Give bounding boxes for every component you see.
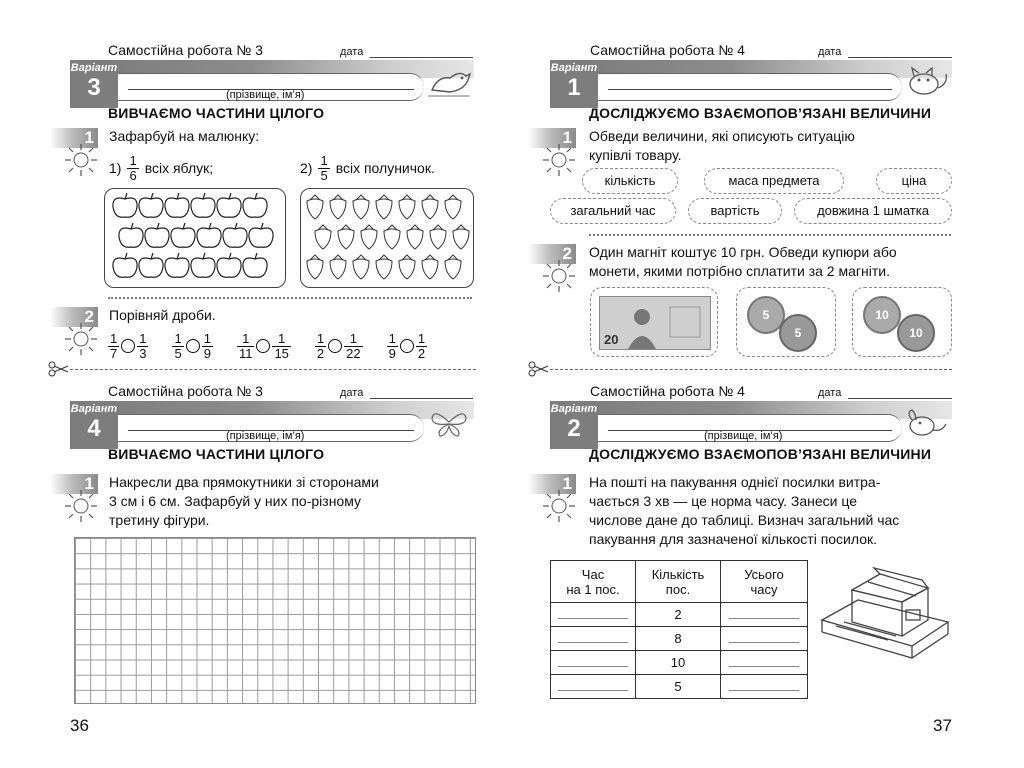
apples-drawing[interactable] <box>105 189 285 287</box>
task-text-line: пакування для зазначеної кількості посилок. <box>589 531 878 547</box>
table-row <box>551 627 808 651</box>
fraction <box>172 332 183 361</box>
header-parcel-count <box>636 561 721 603</box>
sun-icon <box>63 488 99 524</box>
fraction-comparisons <box>108 329 478 363</box>
apple-icon[interactable] <box>119 223 143 247</box>
table-header-row <box>551 561 808 603</box>
task-text: Порівняй дроби. <box>109 307 216 323</box>
numerator: 1 <box>110 330 118 346</box>
banknote-value: 20 <box>604 332 619 347</box>
header-line: Час <box>581 566 605 582</box>
variant-number: 3 <box>87 74 101 101</box>
strawberry-icon[interactable] <box>353 255 369 279</box>
name-field[interactable] <box>608 89 892 90</box>
header-time-per-parcel <box>551 561 636 603</box>
quantity-pill-6[interactable]: довжина 1 шматка <box>794 198 952 224</box>
task-item-apples <box>109 150 213 186</box>
strawberry-icon[interactable] <box>353 195 369 219</box>
fraction <box>318 154 329 183</box>
strawberries-box <box>300 188 474 288</box>
denominator: 11 <box>238 345 253 361</box>
coin-10: 10 <box>863 296 901 334</box>
task-text-line: На пошті на пакування однієї посилки витра- <box>589 474 881 490</box>
task-number: 2 <box>562 244 572 263</box>
variant-label: Варіант <box>70 62 118 74</box>
denominator: 7 <box>110 345 118 361</box>
comparison-pair <box>108 332 148 361</box>
strawberry-icon[interactable] <box>338 225 354 249</box>
task-text-line: монети, якими потрібно сплатити за 2 магніти. <box>589 263 890 279</box>
topic-title: ВИВЧАЄМО ЧАСТИНИ ЦІЛОГО <box>108 105 325 121</box>
page-number: 37 <box>933 716 952 735</box>
date-field[interactable] <box>848 398 952 399</box>
date-field[interactable] <box>370 57 473 58</box>
strawberry-icon[interactable] <box>453 225 469 249</box>
apple-icon[interactable] <box>243 193 267 217</box>
strawberry-icon[interactable] <box>307 255 323 279</box>
task-text-line: купівлі товару. <box>589 147 682 163</box>
compare-circle[interactable] <box>121 339 135 353</box>
date-field[interactable] <box>848 57 952 58</box>
strawberry-icon[interactable] <box>376 195 392 219</box>
apples-box <box>104 188 286 288</box>
denominator: 5 <box>320 167 328 183</box>
fraction <box>344 332 362 361</box>
fraction <box>237 332 255 361</box>
task-text: Зафарбуй на малюнку: <box>109 128 260 144</box>
coin-5: 5 <box>779 314 817 352</box>
task-text-line: Накресли два прямокутники зі сторонами <box>109 474 379 490</box>
denominator: 6 <box>129 167 137 183</box>
denominator: 9 <box>203 345 211 361</box>
apple-icon[interactable] <box>113 193 137 217</box>
variant-number: 1 <box>567 74 581 101</box>
date-label: дата <box>340 387 364 399</box>
name-caption: (прізвище, ім’я) <box>226 89 305 101</box>
variant-badge <box>70 401 118 449</box>
task-item-strawberries <box>300 150 435 186</box>
cut-line <box>550 369 952 370</box>
denominator: 2 <box>417 345 426 361</box>
date-label: дата <box>818 387 842 399</box>
apple-icon[interactable] <box>197 223 221 247</box>
fraction <box>137 332 148 361</box>
strawberry-icon[interactable] <box>399 195 415 219</box>
strawberry-icon[interactable] <box>330 255 346 279</box>
comparison-pair <box>237 332 291 361</box>
quantity-pill-3[interactable]: ціна <box>876 168 952 194</box>
date-label: дата <box>818 46 842 58</box>
numerator: 1 <box>344 332 362 347</box>
strawberry-icon[interactable] <box>307 195 323 219</box>
time-cell[interactable] <box>551 675 636 699</box>
task-text-line: Один магніт коштує 10 грн. Обведи купюри або <box>589 244 897 260</box>
variant-badge <box>550 60 598 108</box>
quantity-pill-2[interactable]: маса предмета <box>704 168 844 194</box>
count-cell: 5 <box>636 675 721 699</box>
sun-icon <box>541 258 577 294</box>
header-line: пос. <box>665 581 691 597</box>
header-total-time <box>721 561 808 603</box>
total-cell[interactable] <box>721 675 808 699</box>
compare-circle[interactable] <box>256 339 270 353</box>
scissors-icon <box>528 361 550 377</box>
name-box <box>598 73 902 101</box>
count-cell: 8 <box>636 627 721 651</box>
total-cell[interactable] <box>721 603 808 627</box>
denominator: 5 <box>174 345 182 361</box>
work-title: Самостійна робота № 3 <box>108 42 263 58</box>
apple-icon[interactable] <box>223 223 247 247</box>
apple-icon[interactable] <box>165 253 189 277</box>
numerator: 1 <box>203 330 211 346</box>
apple-icon[interactable] <box>145 223 169 247</box>
task-text-line: третину фігури. <box>109 512 210 528</box>
apple-icon[interactable] <box>249 223 273 247</box>
apple-icon[interactable] <box>191 253 215 277</box>
comparison-pair <box>387 332 427 361</box>
compare-circle[interactable] <box>186 339 200 353</box>
numerator: 1 <box>316 330 325 346</box>
time-cell[interactable] <box>551 603 636 627</box>
table-row <box>551 603 808 627</box>
variant-badge <box>70 60 118 108</box>
task-number: 1 <box>84 474 94 493</box>
comparison-pair <box>315 332 363 361</box>
apple-icon[interactable] <box>139 253 163 277</box>
date-label: дата <box>340 46 364 58</box>
item-prefix: 2) <box>300 159 313 176</box>
quantity-pill-5[interactable]: вартість <box>688 198 782 224</box>
fraction <box>108 332 119 361</box>
grid-paper[interactable] <box>74 537 476 704</box>
name-caption: (прізвище, ім’я) <box>704 430 783 442</box>
apple-icon[interactable] <box>191 193 215 217</box>
coin-10: 10 <box>897 314 935 352</box>
fraction <box>315 332 326 361</box>
cut-line <box>70 369 476 370</box>
topic-title: ДОСЛІДЖУЄМО ВЗАЄМОПОВ’ЯЗАНІ ВЕЛИЧИНИ <box>589 446 932 462</box>
denominator: 9 <box>388 345 396 361</box>
task-text-line: 3 см і 6 см. Зафарбуй у них по-різному <box>109 493 361 509</box>
strawberry-icon[interactable] <box>445 195 461 219</box>
apple-icon[interactable] <box>139 193 163 217</box>
strawberry-icon[interactable] <box>330 195 346 219</box>
work-title: Самостійна робота № 4 <box>590 383 745 399</box>
header-line: Кількість <box>651 566 705 582</box>
strawberry-icon[interactable] <box>315 225 331 249</box>
fraction <box>202 332 213 361</box>
comparison-pair <box>172 332 212 361</box>
table-row <box>551 651 808 675</box>
compare-circle[interactable] <box>400 339 414 353</box>
quantity-pill-4[interactable]: загальний час <box>550 198 676 224</box>
denominator: 2 <box>316 345 325 361</box>
numerator: 1 <box>129 152 137 168</box>
task-number: 1 <box>84 128 94 147</box>
cat-icon <box>902 60 952 98</box>
variant-label: Варіант <box>70 403 118 415</box>
task-number: 1 <box>562 474 572 493</box>
strawberry-icon[interactable] <box>407 225 423 249</box>
numerator: 1 <box>174 330 182 346</box>
strawberry-icon[interactable] <box>430 225 446 249</box>
time-cell[interactable] <box>551 627 636 651</box>
divider <box>589 234 951 236</box>
numerator: 1 <box>272 332 290 347</box>
count-cell: 10 <box>636 651 721 675</box>
task-text-line: числове дане до таблиці. Визнач загальний час <box>589 512 900 528</box>
name-caption: (прізвище, ім’я) <box>226 430 305 442</box>
date-field[interactable] <box>370 398 473 399</box>
packing-table <box>550 560 808 699</box>
task-text-line: Обведи величини, які описують ситуацію <box>589 128 855 144</box>
fraction <box>127 154 138 183</box>
total-cell[interactable] <box>721 651 808 675</box>
apple-icon[interactable] <box>113 253 137 277</box>
fraction <box>416 332 427 361</box>
sun-icon <box>541 142 577 178</box>
topic-title: ВИВЧАЄМО ЧАСТИНИ ЦІЛОГО <box>108 446 325 462</box>
fraction <box>272 332 290 361</box>
sun-icon <box>63 321 99 357</box>
coins-10-option[interactable] <box>852 287 952 357</box>
fraction <box>387 332 398 361</box>
topic-title: ДОСЛІДЖУЄМО ВЗАЄМОПОВ’ЯЗАНІ ВЕЛИЧИНИ <box>589 105 932 121</box>
apple-icon[interactable] <box>217 253 241 277</box>
numerator: 1 <box>237 332 255 347</box>
denominator: 15 <box>274 345 289 361</box>
apple-icon[interactable] <box>171 223 195 247</box>
task-text-line: чається 3 хв — це норма часу. Занеси це <box>589 493 858 509</box>
parcel-box-icon <box>818 560 952 660</box>
total-cell[interactable] <box>721 627 808 651</box>
denominator: 22 <box>346 345 361 361</box>
sun-icon <box>541 488 577 524</box>
variant-number: 2 <box>567 415 581 442</box>
denominator: 3 <box>139 345 147 361</box>
variant-label: Варіант <box>550 403 598 415</box>
strawberry-icon[interactable] <box>361 225 377 249</box>
strawberry-icon[interactable] <box>399 255 415 279</box>
item-text: всіх яблук; <box>144 159 214 176</box>
strawberry-icon[interactable] <box>422 195 438 219</box>
variant-number: 4 <box>87 415 101 442</box>
banknote-20 <box>599 296 711 350</box>
table-row <box>551 675 808 699</box>
compare-circle[interactable] <box>328 339 342 353</box>
butterfly-icon <box>424 404 474 440</box>
work-title: Самостійна робота № 4 <box>590 42 745 58</box>
numerator: 1 <box>139 330 147 346</box>
header-line: на 1 пос. <box>566 581 620 597</box>
item-text: всіх полуничок. <box>335 159 435 176</box>
work-title: Самостійна робота № 3 <box>108 383 263 399</box>
strawberry-icon[interactable] <box>384 225 400 249</box>
numerator: 1 <box>320 152 328 168</box>
strawberry-icon[interactable] <box>445 255 461 279</box>
variant-badge <box>550 401 598 449</box>
coins-5-option[interactable] <box>736 287 836 357</box>
time-cell[interactable] <box>551 651 636 675</box>
apple-icon[interactable] <box>165 193 189 217</box>
strawberries-drawing[interactable] <box>301 189 473 287</box>
count-cell: 2 <box>636 603 721 627</box>
sun-icon <box>63 142 99 178</box>
banknote-option[interactable] <box>590 287 718 357</box>
quantity-pill-1[interactable]: кількість <box>582 168 678 194</box>
dog-icon <box>902 402 952 440</box>
apple-icon[interactable] <box>243 253 267 277</box>
divider <box>108 297 472 299</box>
strawberry-icon[interactable] <box>376 255 392 279</box>
task-number: 1 <box>562 128 572 147</box>
page-number: 36 <box>70 716 89 735</box>
task-number: 2 <box>84 307 94 326</box>
header-line: часу <box>750 581 778 597</box>
numerator: 1 <box>388 330 396 346</box>
apple-icon[interactable] <box>217 193 241 217</box>
scissors-icon <box>48 361 70 377</box>
header-line: Усього <box>744 566 784 582</box>
variant-label: Варіант <box>550 62 598 74</box>
coin-5: 5 <box>747 296 785 334</box>
numerator: 1 <box>417 330 426 346</box>
item-prefix: 1) <box>109 159 122 176</box>
strawberry-icon[interactable] <box>422 255 438 279</box>
bird-icon <box>424 62 474 100</box>
